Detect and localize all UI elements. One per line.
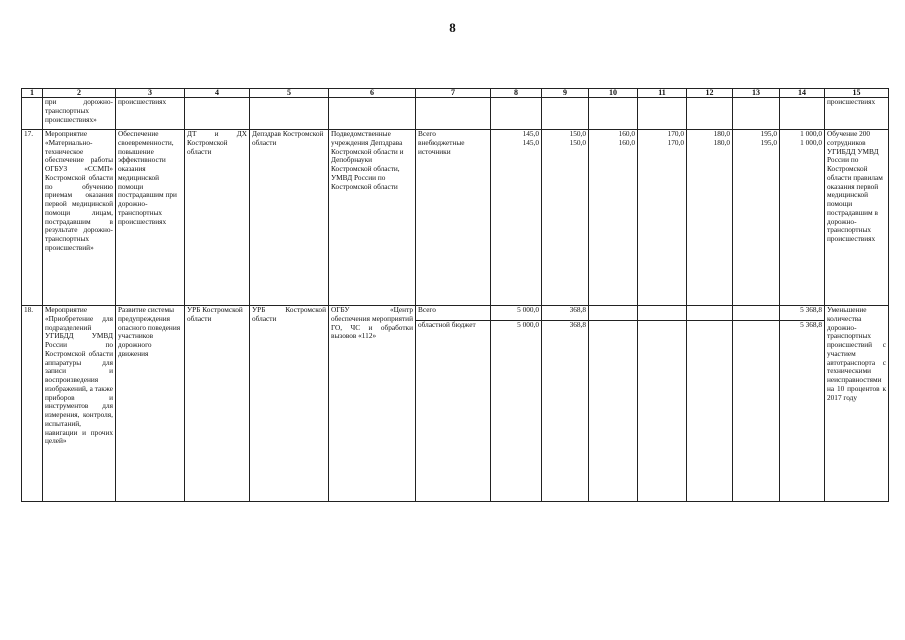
col-header: 4 [185, 89, 250, 98]
row-number: 17. [22, 130, 43, 306]
col-header: 15 [825, 89, 889, 98]
goal-text: Развитие системы предупреждения опасного поведения участников дорожного движения [116, 306, 185, 502]
funding-2016 [589, 130, 638, 306]
value-cell: 1 000,0 [800, 137, 822, 147]
funding-source-detail: внебюджетные источники [418, 137, 465, 156]
value-cell: 170,0 [667, 137, 684, 147]
value-cell: 195,0 [760, 129, 777, 138]
col-header: 13 [733, 89, 780, 98]
value-cell [687, 320, 732, 330]
value-cell: 180,0 [713, 137, 730, 147]
value-cell: 5 368,8 [780, 320, 824, 330]
value-cell: 170,0 [667, 129, 684, 138]
result-text: Обучение 200 сотрудников УГИБДД УМВД России по Костромской области правилам оказания первой медицинской помощи пострадавшим в дорожно-транспортных происшествиях [825, 130, 889, 306]
executor-text: УРБ Костромской области [185, 306, 250, 502]
value-cell: 160,0 [618, 129, 635, 138]
col-header: 11 [638, 89, 687, 98]
funding-2018 [687, 306, 733, 502]
col-header: 14 [780, 89, 825, 98]
continued-result-text: происшествиях [825, 98, 889, 130]
page-number: 8 [449, 20, 456, 35]
funding-2019 [733, 306, 780, 502]
funding-sum [780, 306, 825, 502]
result-text: Уменьшение количества дорожно-транспортных происшествий с участием автотранспорта с техническими неисправностями на 10 процентов к 2017 году [825, 306, 889, 502]
col-header: 5 [250, 89, 329, 98]
funding-2018 [687, 130, 733, 306]
value-cell: 1 000,0 [800, 129, 822, 138]
value-cell [638, 320, 686, 330]
col-header: 1 [22, 89, 43, 98]
value-cell [638, 306, 686, 320]
value-cell [733, 320, 779, 330]
col-header: 6 [329, 89, 416, 98]
value-cell: 150,0 [569, 137, 586, 147]
value-cell [589, 306, 637, 320]
customer-text: Депздрав Костромской области [250, 130, 329, 306]
funding-total [491, 306, 542, 502]
recipient-text: ОГБУ «Центр обеспечения мероприятий ГО, ЧС и обработки вызовов «112» [329, 306, 416, 502]
funding-2015 [542, 306, 589, 502]
funding-source [416, 130, 491, 306]
col-header: 7 [416, 89, 491, 98]
value-cell: 5 368,8 [800, 305, 822, 314]
funding-2017 [638, 306, 687, 502]
recipient-text: Подведомственные учреждения Депздрава Костромской области и Депобрнауки Костромской области, УМВД России по Костромской области [329, 130, 416, 306]
col-header: 8 [491, 89, 542, 98]
event-text: Мероприятие «Материально-техническое обеспечение работы ОГБУЗ «ССМП» Костромской области по обучению приемам оказания первой медицинской помощи лицам, пострадавшим в результате дорожно-транспортных происшествий» [43, 130, 116, 306]
value-cell: 160,0 [618, 137, 635, 147]
col-header: 12 [687, 89, 733, 98]
column-number-row [22, 89, 889, 98]
continued-event-text: при дорожно-транспортных происшествиях» [43, 98, 116, 130]
funding-2019 [733, 130, 780, 306]
funding-source [416, 306, 491, 502]
funding-2017 [638, 130, 687, 306]
col-header: 2 [43, 89, 116, 98]
value-cell: 145,0 [522, 137, 539, 147]
funding-2016 [589, 306, 638, 502]
funding-2015 [542, 130, 589, 306]
value-cell: 368,8 [569, 305, 586, 314]
col-header: 9 [542, 89, 589, 98]
funding-source-total: Всего [418, 305, 436, 314]
goal-text: Обеспечение своевременности, повышение эффективности оказания медицинской помощи пострадавшим при дорожно-транспортных происшествиях [116, 130, 185, 306]
value-cell: 195,0 [760, 137, 777, 147]
funding-source-total: Всего [418, 129, 436, 138]
value-cell: 150,0 [569, 129, 586, 138]
value-cell: 368,8 [542, 320, 588, 330]
executor-text: ДТ и ДХ Костромской области [185, 130, 250, 306]
continued-goal-text: происшествиях [116, 98, 185, 130]
value-cell: 5 000,0 [517, 305, 539, 314]
row-number: 18. [22, 306, 43, 502]
funding-total [491, 130, 542, 306]
customer-text: УРБ Костромской области [250, 306, 329, 502]
value-cell [589, 320, 637, 330]
value-cell: 145,0 [522, 129, 539, 138]
value-cell: 5 000,0 [491, 320, 541, 330]
table-row [22, 130, 889, 306]
event-text: Мероприятие «Приобретение для подразделений УГИБДД УМВД России по Костромской области аппаратуры для записи и воспроизведения изображений, а также приборов и инструментов для измерения, контроля, испытаний, навигации и прочих целей» [43, 306, 116, 502]
table-row [22, 306, 889, 502]
col-header: 3 [116, 89, 185, 98]
funding-sum [780, 130, 825, 306]
col-header: 10 [589, 89, 638, 98]
value-cell [687, 306, 732, 320]
value-cell [733, 306, 779, 320]
program-table [21, 88, 889, 502]
value-cell: 180,0 [713, 129, 730, 138]
continuation-row [22, 98, 889, 130]
funding-source-detail: областной бюджет [416, 320, 490, 330]
